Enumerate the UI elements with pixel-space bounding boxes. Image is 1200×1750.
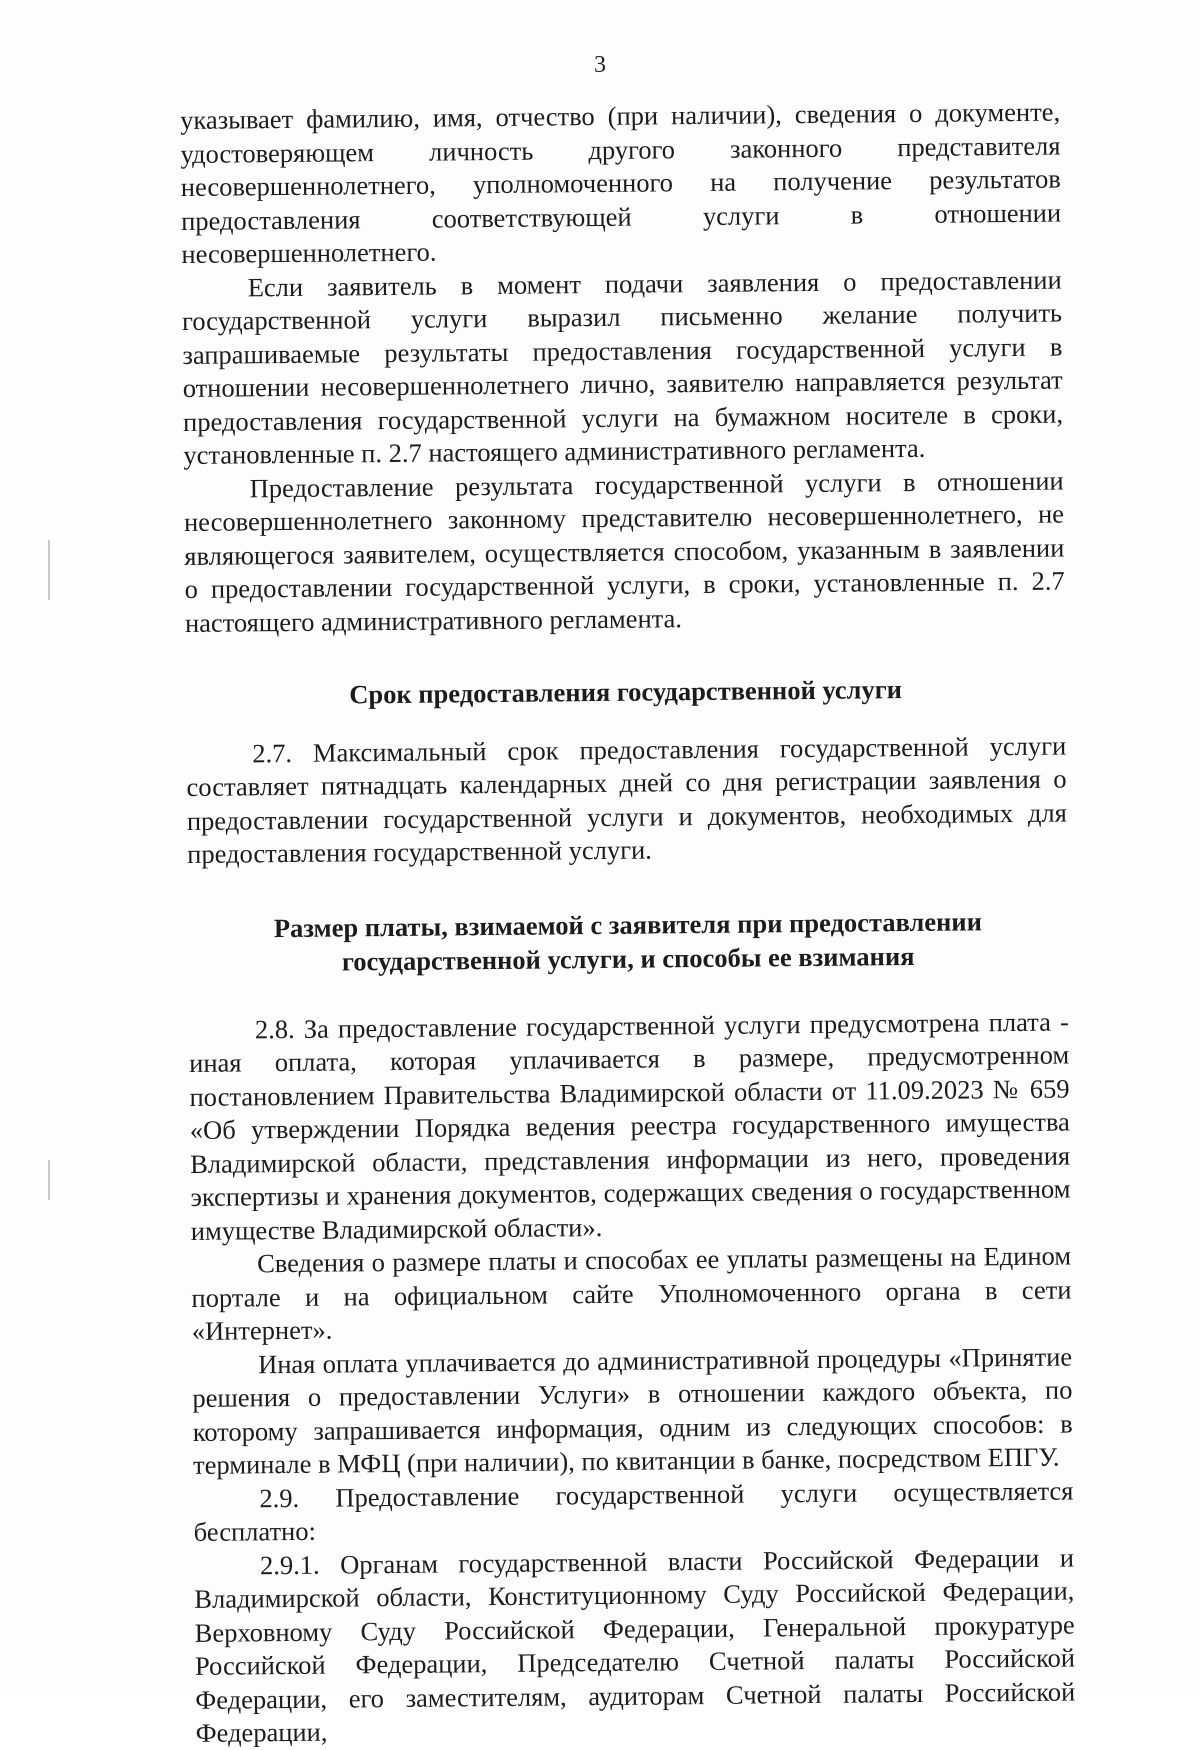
section-heading-line: государственной услуги, и способы ее взимания — [341, 940, 915, 976]
scan-margin-mark — [48, 1160, 50, 1200]
paragraph: Иная оплата уплачивается до административной процедуры «Принятие решения о предоставлении Услуги» в отношении каждого объекта, по которому запрашивается информация, одним из следующих способов: в терминале в МФЦ (при наличии), по квитанции в банке, посредством ЕПГУ. — [192, 1340, 1073, 1480]
document-body — [180, 96, 1076, 1750]
section-heading: Срок предоставления государственной услуги — [349, 674, 903, 710]
paragraph-2-8: 2.8. За предоставление государственной услуги предусмотрена плата - иная оплата, которая уплачивается в размере, предусмотренном постановлением Правительства Владимирской области от 11.09.2023 № 659 «Об утверждении Порядка ведения реестра государственного имущества Владимирской области, представления информации из него, проведения экспертизы и хранения документов, содержащих сведения о государственном имуществе Владимирской области». — [189, 1006, 1071, 1246]
paragraph-2-7: 2.7. Максимальный срок предоставления государственной услуги составляет пятнадцать календарных дней со дня регистрации заявления о предоставлении государственной услуги и документов, необходимых для предоставления государственной услуги. — [186, 730, 1067, 869]
section-heading-line: Размер платы, взимаемой с заявителя при предоставлении — [273, 905, 983, 943]
paragraph: Сведения о размере платы и способах ее уплаты размещены на Едином портале и на официальном сайте Уполномоченного органа в сети «Интернет». — [191, 1240, 1072, 1346]
paragraph-2-9: 2.9. Предоставление государственной услуги осуществляется бесплатно: — [193, 1474, 1074, 1547]
paragraph-2-9-1: 2.9.1. Органам государственной власти Российской Федерации и Владимирской области, Конституционному Суду Российской Федерации, Верховному Суду Российской Федерации, Генеральной прокуратуре Российской Федерации, Председателю Счетной палаты Российской Федерации, его заместителям, аудиторам Счетной палаты Российской Федерации, — [194, 1541, 1076, 1748]
page-number: 3 — [594, 52, 606, 78]
section-heading — [188, 903, 1069, 979]
scan-margin-mark — [48, 540, 50, 600]
paragraph: указывает фамилию, имя, отчество (при наличии), сведения о документе, удостоверяющем личность другого законного представителя несовершеннолетнего, уполномоченного на получение результатов предоставления соответствующей услуги в отношении несовершеннолетнего. — [180, 96, 1062, 269]
paragraph: Предоставление результата государственной услуги в отношении несовершеннолетнего законному представителю несовершеннолетнего, не являющегося заявителем, осуществляется способом, указанным в заявлении о предоставлении государственной услуги, в сроки, установленные п. 2.7 настоящего административного регламента. — [183, 465, 1065, 638]
paragraph: Если заявитель в момент подачи заявления о предоставлении государственной услуги выразил письменно желание получить запрашиваемые результаты предоставления государственной услуги в отношении несовершеннолетнего лично, заявителю направляется результат предоставления государственной услуги на бумажном носителе в сроки, установленные п. 2.7 настоящего административного регламента. — [181, 264, 1064, 470]
